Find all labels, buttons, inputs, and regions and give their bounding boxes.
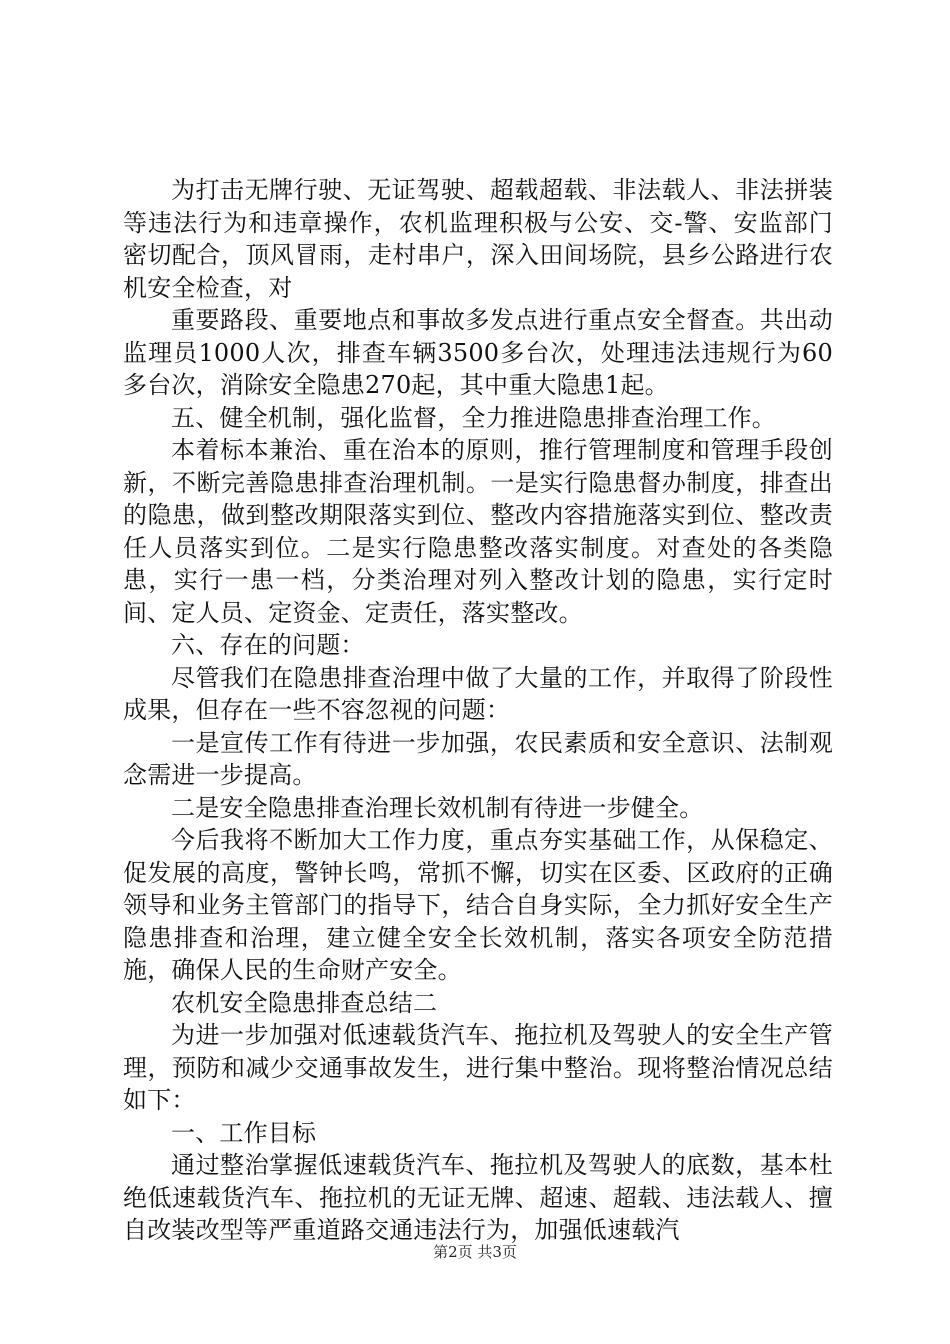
paragraph-7: 今后我将不断加大工作力度，重点夯实基础工作，从保稳定、促发展的高度，警钟长鸣，常抓不懈，切实在区委、区政府的正确领导和业务主管部门的指导下，结合自身实际，全力抓好安全生产隐患排查和治理，建立健全安全长效机制，落实各项安全防范措施，确保人民的生命财产安全。 <box>123 826 833 984</box>
paragraph-1: 为打击无牌行驶、无证驾驶、超载超载、非法载人、非法拼装等违法行为和违章操作，农机监理积极与公安、交-警、安监部门密切配合，顶风冒雨，走村串户，深入田间场院，县乡公路进行农机安全检查，对 <box>123 176 833 302</box>
paragraph-3: 本着标本兼治、重在治本的原则，推行管理制度和管理手段创新，不断完善隐患排查治理机制。一是实行隐患督办制度，排查出的隐患，做到整改期限落实到位、整改内容措施落实到位、整改责任人员落实到位。二是实行隐患整改落实制度。对查处的各类隐患，实行一患一档，分类治理对列入整改计划的隐患，实行定时间、定人员、定资金、定责任，落实整改。 <box>123 436 833 627</box>
section-heading-1: 一、工作目标 <box>171 1118 317 1147</box>
paragraph-2: 重要路段、重要地点和事故多发点进行重点安全督查。共出动监理员1000人次，排查车辆3500多台次，处理违法违规行为60多台次，消除安全隐患270起，其中重大隐患1起。 <box>123 306 833 399</box>
paragraph-6: 二是安全隐患排查治理长效机制有待进一步健全。 <box>171 793 704 822</box>
document-body <box>123 174 833 1247</box>
paragraph-9: 通过整治掌握低速载货汽车、拖拉机及驾驶人的底数，基本杜绝低速载货汽车、拖拉机的无证无牌、超速、超载、违法载人、擅自改装改型等严重道路交通违法行为，加强低速载汽 <box>123 1151 833 1244</box>
section-heading-5: 五、健全机制，强化监督，全力推进隐患排查治理工作。 <box>171 403 776 432</box>
section-heading-6: 六、存在的问题： <box>171 631 365 659</box>
document-subtitle: 农机安全隐患排查总结二 <box>171 988 438 1017</box>
paragraph-4: 尽管我们在隐患排查治理中做了大量的工作，并取得了阶段性成果，但存在一些不容忽视的问题： <box>123 663 833 724</box>
page-footer: 第2页 共3页 <box>433 1243 517 1261</box>
paragraph-5: 一是宣传工作有待进一步加强，农民素质和安全意识、法制观念需进一步提高。 <box>123 728 833 789</box>
paragraph-8: 为进一步加强对低速载货汽车、拖拉机及驾驶人的安全生产管理，预防和减少交通事故发生，进行集中整治。现将整治情况总结如下： <box>123 1021 833 1114</box>
